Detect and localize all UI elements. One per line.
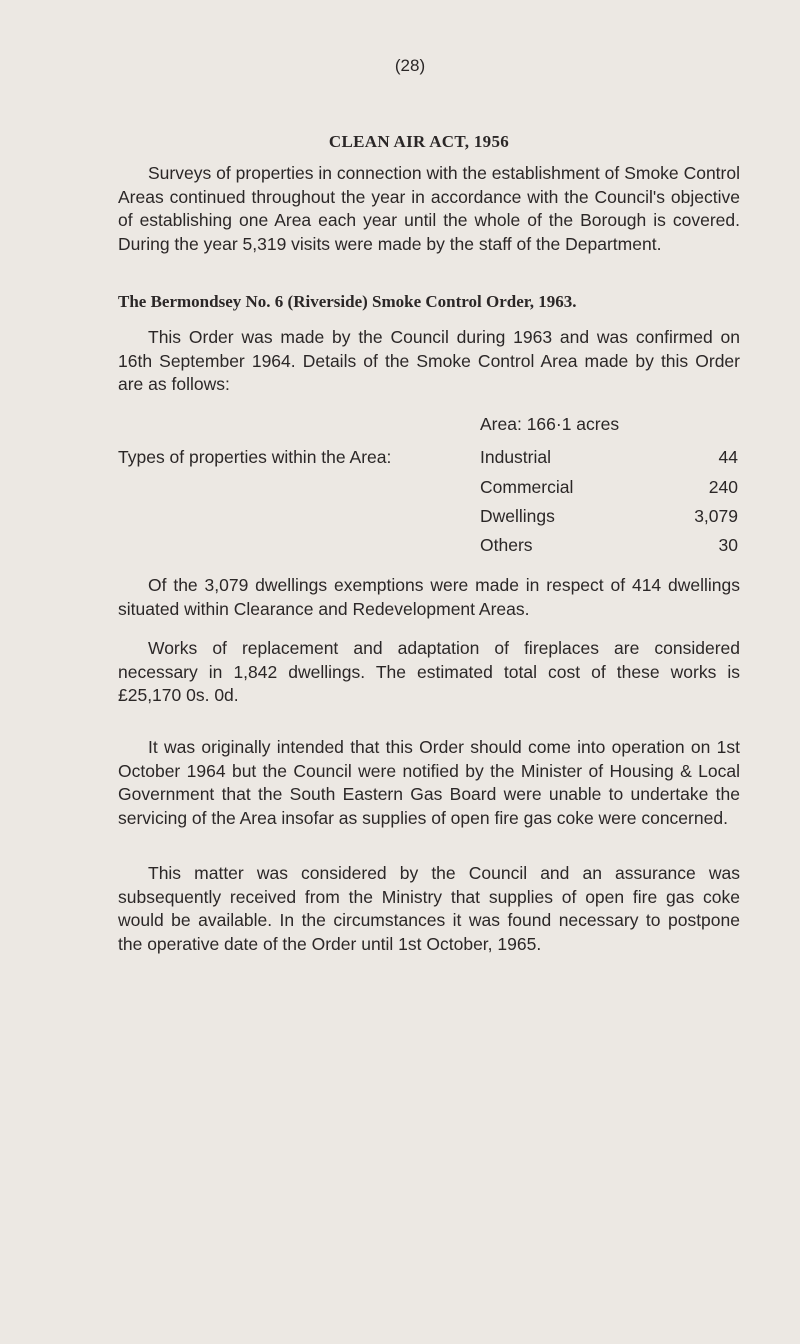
- property-count: 240: [708, 477, 738, 497]
- order-paragraph: [118, 326, 740, 397]
- property-count: 3,079: [694, 506, 738, 526]
- property-name: Dwellings: [480, 506, 555, 526]
- exemptions-paragraph-text: Of the 3,079 dwellings exemptions were made in respect of 414 dwellings situated within Clearance and Redevelopment Areas.: [118, 575, 740, 619]
- property-name: Others: [480, 535, 533, 555]
- property-name: Industrial: [480, 447, 552, 467]
- property-row-others: [480, 535, 738, 556]
- order-paragraph-text: This Order was made by the Council during 1963 and was confirmed on 16th September 1964. Details of the Smoke Control Area made by this Order are as follows:: [118, 327, 740, 394]
- property-count: 30: [718, 535, 738, 555]
- page-number: (28): [394, 56, 426, 75]
- property-name: Commercial: [480, 477, 574, 497]
- matter-paragraph-text: This matter was considered by the Council and an assurance was subsequently received from the Ministry that supplies of open fire gas coke would be available. In the circumstances it was found necessary to postpone the operative date of the Order until 1st October, 1965.: [118, 863, 740, 954]
- exemptions-paragraph: [118, 574, 740, 621]
- area-line: Area: 166·1 acres: [480, 414, 620, 434]
- section-title: CLEAN AIR ACT, 1956: [328, 132, 510, 151]
- property-row-industrial: [480, 447, 738, 468]
- operation-paragraph: [118, 736, 740, 830]
- property-count: 44: [718, 447, 738, 467]
- intro-paragraph-text: Surveys of properties in connection with the establishment of Smoke Control Areas continued throughout the year in accordance with the Council's objective of establishing one Area each year until the whole of the Borough is covered. During the year 5,319 visits were made by the staff of the Department.: [118, 163, 740, 254]
- property-row-dwellings: [480, 506, 738, 527]
- property-row-commercial: [480, 477, 738, 498]
- order-heading: The Bermondsey No. 6 (Riverside) Smoke Control Order, 1963.: [118, 292, 577, 311]
- works-paragraph-text: Works of replacement and adaptation of fireplaces are considered necessary in 1,842 dwellings. The estimated total cost of these works is £25,170 0s. 0d.: [118, 638, 740, 705]
- types-label: Types of properties within the Area:: [118, 447, 392, 467]
- matter-paragraph: [118, 862, 740, 956]
- intro-paragraph: [118, 162, 740, 256]
- operation-paragraph-text: It was originally intended that this Order should come into operation on 1st October 1964 but the Council were notified by the Minister of Housing & Local Government that the South Eastern Gas Board were unable to undertake the servicing of the Area insofar as supplies of open fire gas coke were concerned.: [118, 737, 740, 828]
- works-paragraph: [118, 637, 740, 708]
